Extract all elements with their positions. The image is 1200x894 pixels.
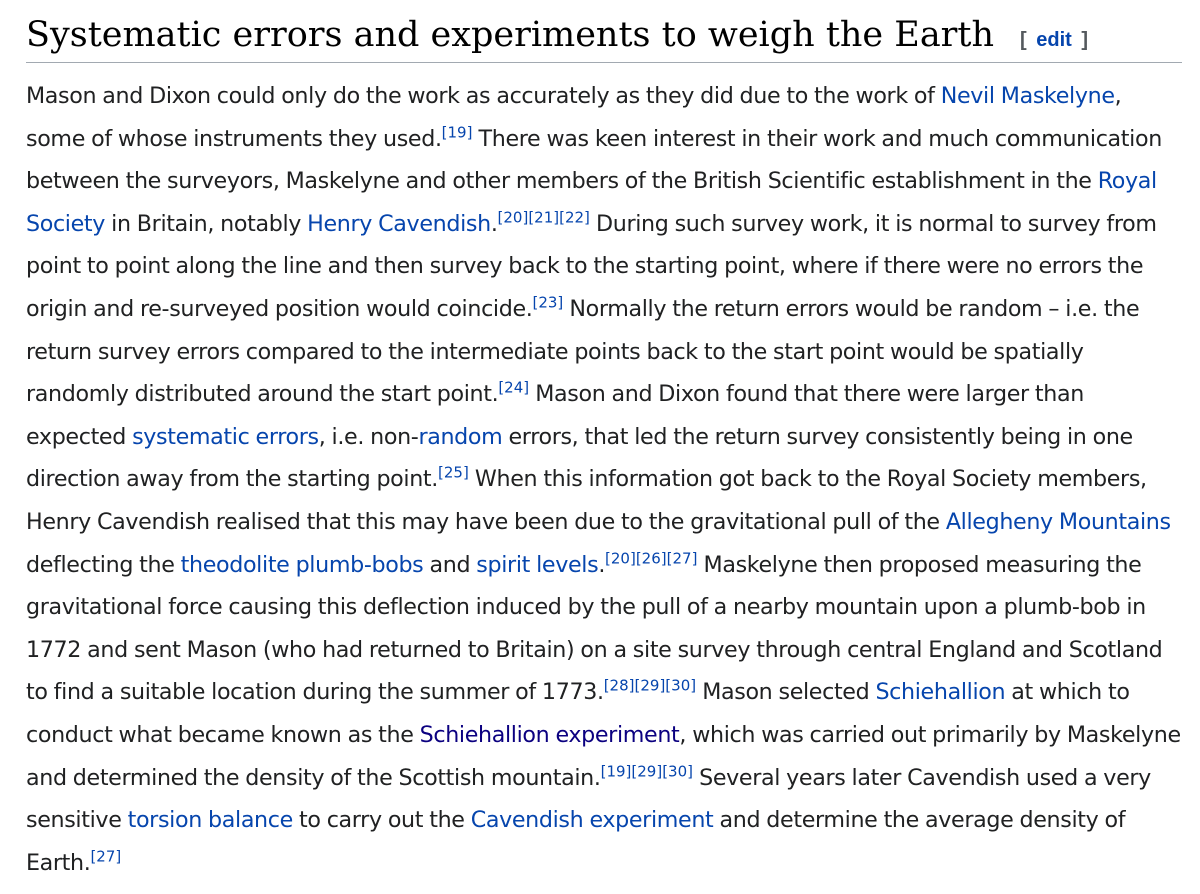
text-run: and determine the average density of Earth. [26,807,1126,876]
reference-link[interactable]: [22] [559,208,590,227]
reference-link[interactable]: [24] [498,378,530,397]
edit-section [1020,29,1088,52]
edit-bracket-open: [ [1020,29,1027,51]
reference-link[interactable]: [29] [634,676,666,695]
link-torsion-balance[interactable]: torsion balance [127,807,293,834]
article-paragraph [26,75,1182,884]
link-schiehallion[interactable]: Schiehallion [875,679,1006,706]
reference-sup [604,677,635,695]
reference-link[interactable]: [28] [603,676,635,695]
link-nevil-maskelyne[interactable]: Nevil Maskelyne [940,83,1115,109]
reference-link[interactable]: [27] [666,549,698,568]
text-run: Several years later Cavendish used a very sensitive [26,764,1151,834]
text-run: . [490,210,498,237]
text-run: Normally the return errors would be random – i.e. the return survey errors compared to the intermediate points back to the start point would be spatially randomly distributed around the start point. [26,295,1140,408]
reference-link[interactable]: [26] [635,549,667,568]
link-systematic-errors[interactable]: systematic errors [132,423,319,450]
link-random[interactable]: random [418,423,503,450]
section-heading [26,0,1182,63]
reference-sup [532,294,563,312]
reference-sup [559,208,590,226]
reference-link[interactable]: [19] [600,762,632,781]
link-theodolite-plumb-bobs[interactable]: theodolite plumb-bobs [180,551,424,578]
reference-link[interactable]: [29] [631,762,663,781]
text-run: Maskelyne then proposed measuring the gravitational force causing this deflection induced by the pull of a nearby mountain upon a plumb-bob in 1772 and sent Mason (who had returned to Britain) on a site survey through central England and Scotland to find a suitable location during the summer of 1773. [26,551,1163,706]
reference-sup [605,549,636,567]
link-royal-society[interactable]: Royal Society [26,168,1157,237]
reference-link[interactable]: [21] [528,208,560,227]
reference-sup [635,677,666,695]
text-run: , which was carried out primarily by Maskelyne and determined the density of the Scottish mountain. [26,721,1181,791]
reference-sup [631,762,662,780]
text-run: There was keen interest in their work and much communication between the surveyors, Maskelyne and other members of the British Scientific establishment in the [26,125,1162,195]
text-run: at which to conduct what became known as the [26,679,1130,748]
reference-sup [498,208,529,226]
edit-bracket-close: ] [1081,29,1089,51]
text-run: When this information got back to the Royal Society members, Henry Cavendish realised that this may have been due to the gravitational pull of the [26,466,1147,535]
reference-sup [498,379,529,397]
reference-link[interactable]: [23] [532,293,564,312]
section-title: Systematic errors and experiments to weigh the Earth [26,15,995,55]
reference-link[interactable]: [30] [662,762,693,781]
text-run: deflecting the [26,551,181,578]
text-run: Mason selected [696,679,876,706]
link-spirit-levels[interactable]: spirit levels [476,551,599,578]
text-run: errors, that led the return survey consistently being in one direction away from the starting point. [26,423,1133,493]
reference-sup [667,549,698,567]
text-run: , some of whose instruments they used. [26,83,1122,152]
reference-sup [528,208,559,226]
reference-link[interactable]: [20] [497,208,529,227]
reference-sup [90,847,121,865]
reference-sup [442,123,473,141]
link-cavendish-experiment[interactable]: Cavendish experiment [470,807,714,834]
reference-link[interactable]: [19] [441,123,473,142]
reference-link[interactable]: [20] [605,549,636,568]
reference-sup [665,677,696,695]
edit-link[interactable]: edit [1036,29,1072,51]
reference-link[interactable]: [25] [438,463,469,482]
text-run: Mason and Dixon found that there were larger than expected [26,381,1084,450]
reference-sup [636,549,667,567]
text-run: During such survey work, it is normal to survey from point to point along the line and then survey back to the starting point, where if there were no errors the origin and re-surveyed position would coincide. [26,210,1157,322]
text-run: , i.e. non- [318,423,419,450]
text-run: to carry out the [292,807,471,834]
link-henry-cavendish[interactable]: Henry Cavendish [307,210,491,237]
reference-link[interactable]: [27] [90,847,122,866]
text-run: and [423,551,477,578]
link-schiehallion-experiment[interactable]: Schiehallion experiment [419,721,680,748]
text-run: in Britain, notably [105,210,308,237]
reference-sup [438,464,469,482]
text-run: . [598,551,606,578]
text-run: Mason and Dixon could only do the work as accurately as they did due to the work of [26,83,941,109]
link-allegheny-mountains[interactable]: Allegheny Mountains [945,508,1171,535]
reference-sup [601,762,632,780]
reference-link[interactable]: [30] [665,676,697,695]
reference-sup [662,762,693,780]
